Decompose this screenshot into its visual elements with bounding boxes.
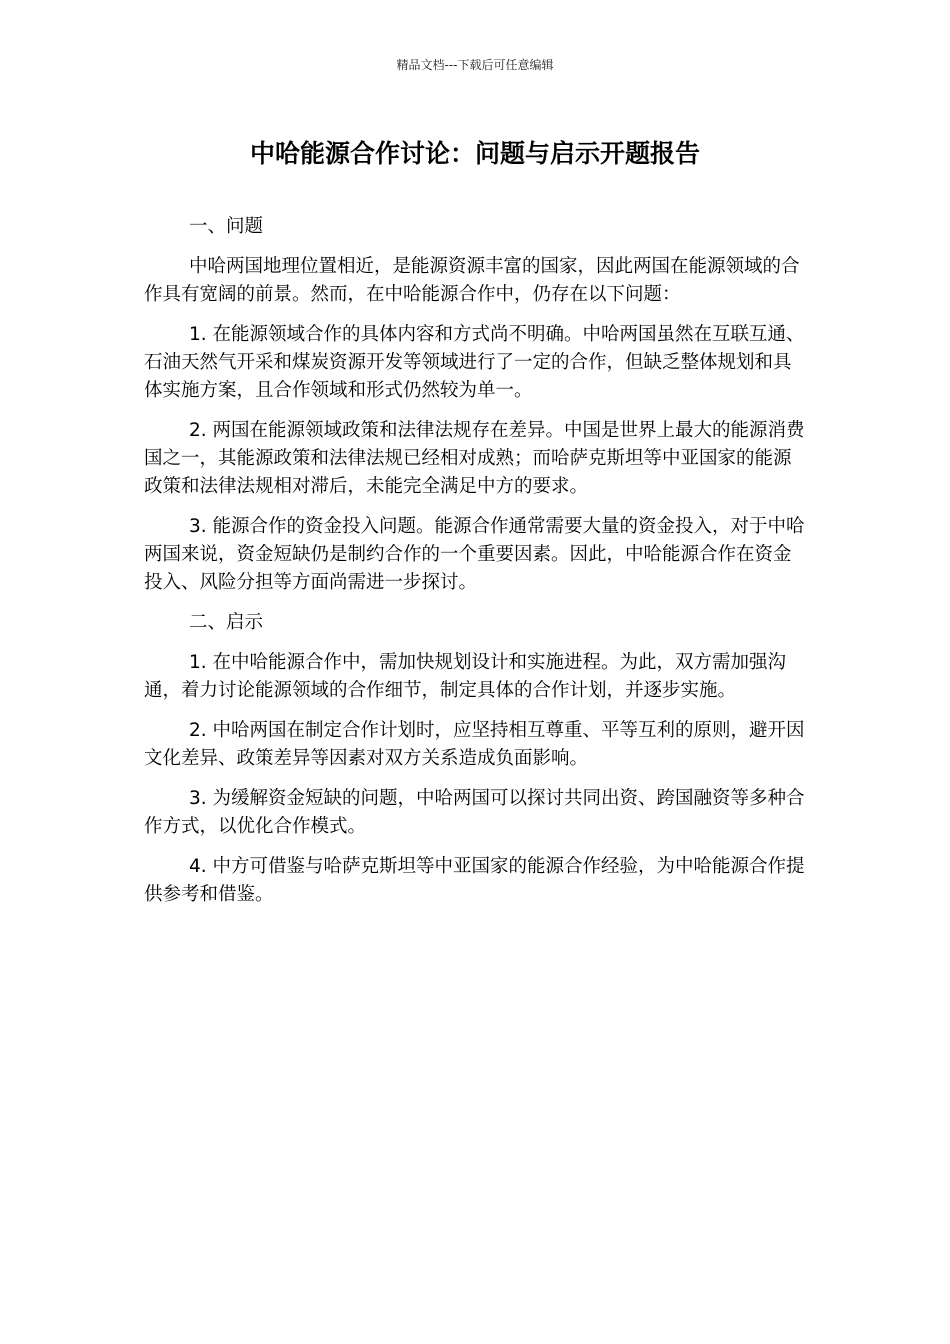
paragraph-insight-2: 2. 中哈两国在制定合作计划时，应坚持相互尊重、平等互利的原则，避开因文化差异、政策差异等因素对双方关系造成负面影响。: [144, 720, 805, 769]
paragraph-problem-2: 2. 两国在能源领域政策和法律法规存在差异。中国是世界上最大的能源消费国之一，其能源政策和法律法规已经相对成熟；而哈萨克斯坦等中亚国家的能源政策和法律法规相对滞后，未能完全满足中方的要求。: [144, 420, 805, 497]
paragraph-intro: 中哈两国地理位置相近，是能源资源丰富的国家，因此两国在能源领域的合作具有宽阔的前景。然而，在中哈能源合作中，仍存在以下问题：: [144, 256, 800, 305]
paragraph-problem-1: 1. 在能源领域合作的具体内容和方式尚不明确。中哈两国虽然在互联互通、石油天然气开采和煤炭资源开发等领域进行了一定的合作，但缺乏整体规划和具体实施方案，且合作领域和形式仍然较为单一。: [144, 324, 805, 401]
paragraph-insight-4: 4. 中方可借鉴与哈萨克斯坦等中亚国家的能源合作经验，为中哈能源合作提供参考和借鉴。: [144, 856, 805, 905]
section-heading-problems: 一、问题: [189, 216, 264, 237]
section-heading-insights: 二、启示: [189, 612, 264, 633]
paragraph-insight-1: 1. 在中哈能源合作中，需加快规划设计和实施进程。为此，双方需加强沟通，着力讨论能源领域的合作细节，制定具体的合作计划，并逐步实施。: [144, 652, 787, 701]
paragraph-problem-3: 3. 能源合作的资金投入问题。能源合作通常需要大量的资金投入，对于中哈两国来说，资金短缺仍是制约合作的一个重要因素。因此，中哈能源合作在资金投入、风险分担等方面尚需进一步探讨。: [144, 516, 805, 593]
header-note: 精品文档---下载后可任意编辑: [396, 58, 554, 72]
document-body: [144, 213, 806, 921]
paragraph-insight-3: 3. 为缓解资金短缺的问题，中哈两国可以探讨共同出资、跨国融资等多种合作方式，以优化合作模式。: [144, 788, 805, 837]
document-title: 中哈能源合作讨论：问题与启示开题报告: [249, 139, 700, 168]
